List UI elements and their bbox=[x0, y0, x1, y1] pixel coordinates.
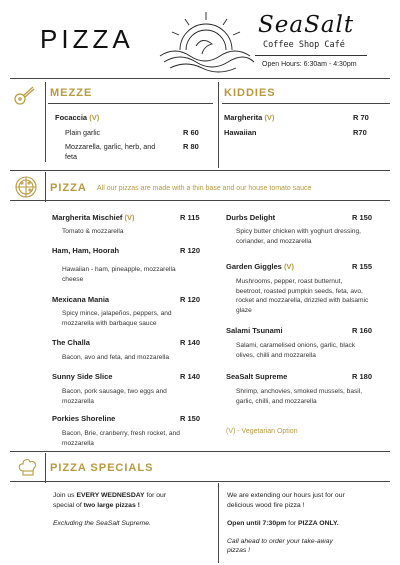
pizza-desc: Tomato & mozzarella bbox=[62, 228, 124, 235]
pizza-price: R 115 bbox=[180, 213, 200, 222]
mezze-title: MEZZE bbox=[50, 87, 93, 99]
pizza-icon bbox=[14, 175, 38, 199]
vegetarian-legend: (V) - Vegetarian Option bbox=[226, 428, 298, 435]
mezze-rule bbox=[48, 103, 213, 104]
pizza-item-mexicana-mania: Mexicana Mania bbox=[52, 295, 110, 304]
pizza-price: R 140 bbox=[180, 338, 201, 347]
header-divider bbox=[10, 78, 390, 79]
mezze-item-plain-garlic: Plain garlic bbox=[65, 128, 101, 137]
kiddies-price-margherita: R 70 bbox=[353, 113, 369, 122]
specials-rule bbox=[10, 481, 390, 482]
mezze-kiddies-divider bbox=[218, 82, 219, 168]
pizza-price: R 150 bbox=[352, 213, 373, 222]
pizza-item-sunny-side-slice: Sunny Side Slice bbox=[52, 372, 113, 381]
pizza-item-durbs-delight: Durbs Delight bbox=[226, 213, 276, 222]
mezze-bottom-divider bbox=[10, 170, 390, 171]
brand-name: SeaSalt bbox=[258, 12, 355, 38]
pizza-left-divider bbox=[45, 172, 46, 202]
pizza-price: R 120 bbox=[180, 295, 201, 304]
pizza-rule bbox=[10, 200, 390, 201]
kiddies-price-hawaiian: R70 bbox=[353, 128, 367, 137]
mezze-left-divider bbox=[45, 82, 46, 162]
extended-hours-special: We are extending our hours just for our delicious wood fire pizza ! Open until 7:30pm for PIZZA ONLY. Call ahead to order your take-away pizzas ! bbox=[227, 492, 345, 555]
pizza-item-salami-tsunami: Salami Tsunami bbox=[226, 326, 283, 335]
pizza-item-margherita-mischief: Margherita Mischief (V) bbox=[52, 213, 135, 222]
kiddies-rule bbox=[222, 103, 390, 104]
pizza-desc: Salami, caramelised onions, garlic, black olives, chilli and mozzarella bbox=[236, 342, 356, 359]
sun-wave-logo-icon bbox=[150, 6, 260, 76]
specials-mid-divider bbox=[218, 483, 219, 563]
pizza-title: PIZZA bbox=[50, 182, 87, 194]
pizza-desc: Spicy mince, jalapeños, peppers, and mozzarella with barbaque sauce bbox=[62, 310, 172, 327]
specials-title: PIZZA SPECIALS bbox=[50, 462, 154, 474]
mezze-item-mozzarella: Mozzarella, garlic, herb, and feta bbox=[65, 142, 156, 162]
kiddies-title: KIDDIES bbox=[224, 87, 276, 99]
pizza-price: R 150 bbox=[180, 414, 201, 423]
pizza-price: R 140 bbox=[180, 372, 201, 381]
page-title: PIZZA bbox=[40, 24, 134, 54]
pizza-price: R 155 bbox=[352, 262, 373, 271]
brand-subtitle: Coffee Shop Café bbox=[263, 40, 345, 50]
pizza-desc: Spicy butter chicken with yoghurt dressing, coriander, and mozzarella bbox=[236, 228, 361, 245]
specials-left-divider bbox=[45, 453, 46, 483]
mezze-price-plain-garlic: R 60 bbox=[183, 128, 199, 137]
pizza-item-garden-giggles: Garden Giggles (V) bbox=[226, 262, 294, 271]
mezze-price-mozzarella: R 80 bbox=[183, 142, 199, 151]
pizza-cutter-icon bbox=[12, 84, 36, 108]
pizza-desc: Bacon, Brie, cranberry, fresh rocket, and mozzarella bbox=[62, 430, 180, 447]
pizza-item-porkies-shoreline: Porkies Shoreline bbox=[52, 414, 116, 423]
pizza-item-ham-ham-hoorah: Ham, Ham, Hoorah bbox=[52, 246, 120, 255]
chef-hat-icon bbox=[16, 455, 40, 479]
wednesday-special: Join us EVERY WEDNESDAY for our special of two large pizzas ! Excluding the SeaSalt Supreme. bbox=[53, 492, 167, 527]
pizza-desc: Mushrooms, pepper, roast butternut, beetroot, roasted pumpkin seeds, feta, avo, rocket and mozzarella, drizzled with balsamic glaze bbox=[236, 278, 369, 314]
kiddies-item-hawaiian: Hawaiian bbox=[224, 128, 257, 137]
kiddies-item-margherita: Margherita (V) bbox=[224, 113, 275, 122]
specials-top-divider bbox=[10, 451, 390, 452]
pizza-item-the-challa: The Challa bbox=[52, 338, 90, 347]
pizza-price: R 180 bbox=[352, 372, 373, 381]
mezze-item-focaccia: Focaccia (V) bbox=[55, 113, 100, 122]
pizza-note: All our pizzas are made with a thin base and our house tomato sauce bbox=[97, 185, 312, 192]
pizza-desc: Bacon, avo and feta, and mozzarella bbox=[62, 354, 170, 361]
pizza-desc: Bacon, pork sausage, two eggs and mozzarella bbox=[62, 388, 167, 405]
brand-divider bbox=[255, 55, 367, 56]
pizza-price: R 160 bbox=[352, 326, 373, 335]
open-hours: Open Hours: 6:30am - 4:30pm bbox=[262, 61, 357, 68]
pizza-item-seasalt-supreme: SeaSalt Supreme bbox=[226, 372, 288, 381]
pizza-desc: Shrimp, anchovies, smoked mussels, basil, garlic, chilli, and mozzarella bbox=[236, 388, 363, 405]
pizza-desc: Hawaiian - ham, pineapple, mozzarella cheese bbox=[62, 266, 176, 283]
pizza-price: R 120 bbox=[180, 246, 201, 255]
